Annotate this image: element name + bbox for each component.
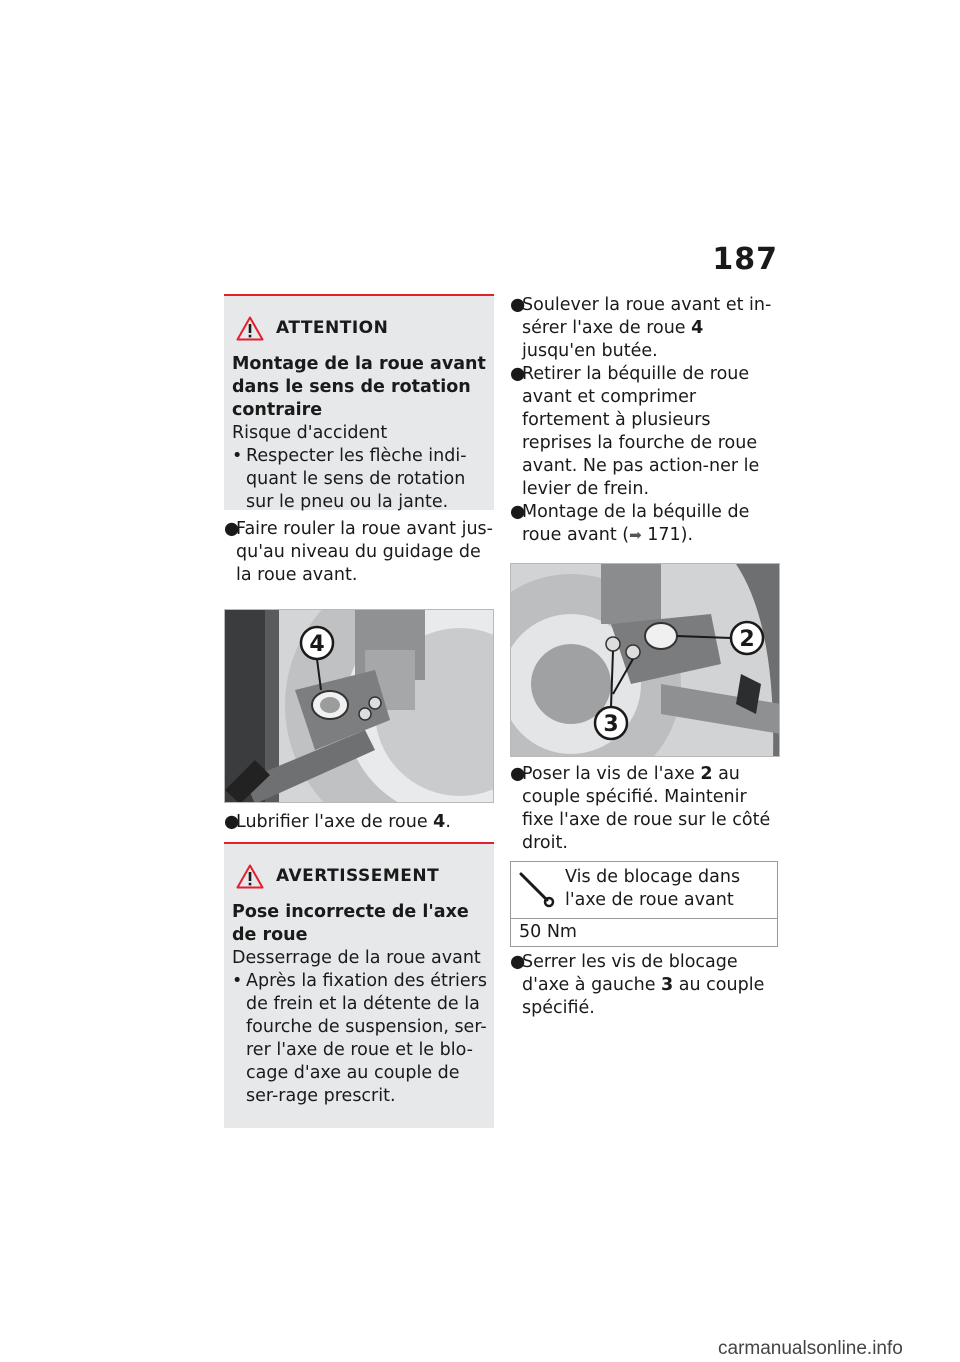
- warning-subtitle: Desserrage de la roue avant: [232, 948, 481, 968]
- warning-triangle-icon: [236, 316, 264, 341]
- step-text-end: .: [445, 812, 451, 832]
- step-bullet: ●: [510, 764, 526, 784]
- step-text: Soulever la roue avant et in-sérer l'axe de roue: [522, 295, 772, 338]
- spec-label: Vis de blocage dans l'axe de roue avant: [565, 867, 741, 910]
- ref-number: 4: [433, 812, 446, 832]
- wheel-axle-illustration: [225, 610, 494, 803]
- warning-triangle-icon: [236, 864, 264, 889]
- callout-3: 3: [603, 712, 619, 737]
- step-bullet: ●: [510, 295, 526, 315]
- watermark: carmanualsonline.info: [718, 1338, 903, 1359]
- step-text-end: jusqu'en butée.: [522, 341, 658, 361]
- warning-label: AVERTISSEMENT: [276, 866, 440, 886]
- axle-clamp-illustration: [511, 564, 780, 757]
- step-bullet: ●: [224, 812, 240, 832]
- torque-wrench-icon: [517, 868, 557, 908]
- page-reference-link[interactable]: 171: [647, 525, 681, 545]
- step-bullet: ●: [510, 364, 526, 384]
- step-fit-screw: [510, 763, 780, 855]
- step-bullet: ●: [510, 502, 526, 522]
- torque-spec-table: [510, 861, 778, 947]
- step-text: Serrer les vis de blocage d'axe à gauche: [522, 952, 738, 995]
- step-text: Poser la vis de l'axe: [522, 764, 701, 784]
- ref-number: 3: [661, 975, 674, 995]
- left-column: [224, 294, 494, 1128]
- step-text-end: au couple spécifié. Maintenir fixe l'axe de roue sur le côté droit.: [522, 764, 771, 853]
- right-column: [510, 294, 780, 1020]
- figure-axle-2-3: [510, 563, 780, 757]
- callout-2: 2: [739, 627, 755, 652]
- page-number: 187: [712, 242, 778, 277]
- step-bullet: ●: [224, 519, 240, 539]
- ref-number: 2: [700, 764, 713, 784]
- attention-bullet: • Respecter les flèche indi-quant le sens de rotation sur le pneu ou la jante.: [232, 445, 488, 514]
- figure-axle-4: [224, 609, 494, 803]
- attention-subtitle: Risque d'accident: [232, 423, 388, 443]
- spec-value: 50 Nm: [519, 922, 577, 942]
- step-insert-axle: [510, 294, 780, 363]
- step-mount-stand: [510, 501, 780, 547]
- step-text-end: au couple spécifié.: [522, 975, 765, 1018]
- step-remove-stand: [510, 363, 780, 501]
- attention-box: [224, 294, 494, 510]
- page-ref-arrow-icon[interactable]: ➡: [629, 526, 642, 544]
- ref-number: 4: [691, 318, 704, 338]
- step-tighten-clamp: [510, 951, 780, 1020]
- callout-4: 4: [309, 632, 325, 657]
- warning-title: Pose incorrecte de l'axe de roue: [232, 902, 469, 945]
- warning-box: [224, 842, 494, 1128]
- step-roll-wheel: [224, 518, 494, 587]
- step-text: Lubrifier l'axe de roue: [236, 812, 434, 832]
- attention-title: Montage de la roue avant dans le sens de rotation contraire: [232, 354, 486, 420]
- step-text: Faire rouler la roue avant jus-qu'au niveau du guidage de la roue avant.: [236, 519, 493, 585]
- step-text: Retirer la béquille de roue avant et comprimer fortement à plusieurs reprises la fourche de roue avant. Ne pas action-ner le levier de frein.: [522, 364, 760, 499]
- step-lubricate: [224, 811, 494, 834]
- step-text: Montage de la béquille de roue avant (: [522, 502, 750, 545]
- warning-bullet: • Après la fixation des étriers de frein et la détente de la fourche de suspension, ser-rer l'axe de roue et le blo-cage d'axe au couple de ser-rage prescrit.: [232, 970, 488, 1108]
- step-bullet: ●: [510, 952, 526, 972]
- step-text-end: ).: [680, 525, 694, 545]
- attention-label: ATTENTION: [276, 318, 389, 338]
